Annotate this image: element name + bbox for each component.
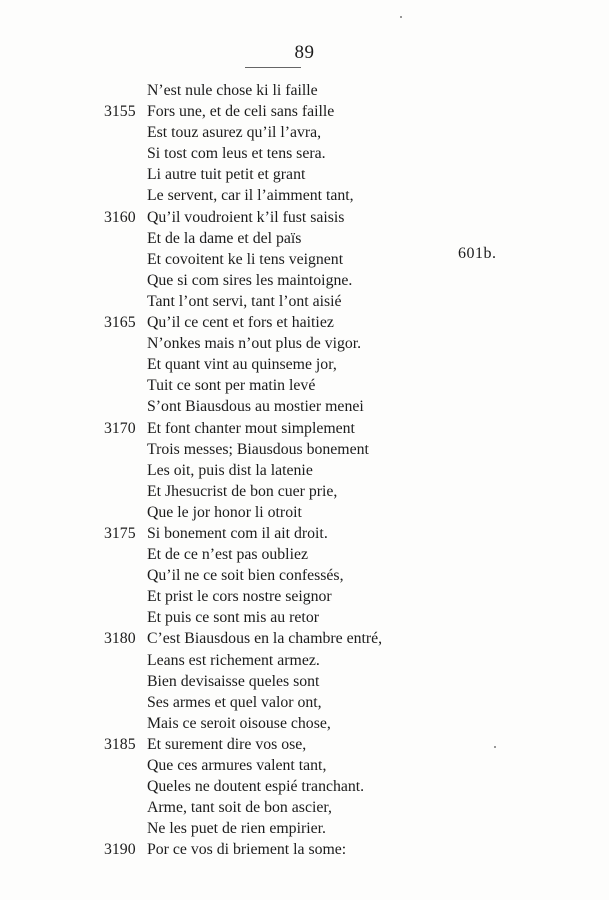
verse-line xyxy=(0,375,609,396)
verse-text: Et de ce n’est pas oubliez xyxy=(147,546,308,564)
verse-line xyxy=(0,143,609,164)
verse-text: S’ont Biausdous au mostier menei xyxy=(147,398,364,416)
verse-line xyxy=(0,354,609,375)
verse-line xyxy=(0,207,609,228)
verse-line xyxy=(0,692,609,713)
verse-line xyxy=(0,839,609,860)
verse-line xyxy=(0,607,609,628)
verse-text: Fors une, et de celi sans faille xyxy=(147,103,335,121)
verse-line xyxy=(0,797,609,818)
verse-line xyxy=(0,80,609,101)
verse-list xyxy=(0,80,609,860)
verse-line xyxy=(0,418,609,439)
page-number: 89 xyxy=(294,42,315,63)
verse-line xyxy=(0,291,609,312)
margin-folio-note: 601b. xyxy=(458,245,497,262)
verse-text: Ne les puet de rien empirier. xyxy=(147,820,326,838)
verse-line xyxy=(0,734,609,755)
line-number: 3155 xyxy=(104,103,136,121)
verse-line xyxy=(0,122,609,143)
verse-line xyxy=(0,312,609,333)
verse-text: Et prist le cors nostre seignor xyxy=(147,588,332,606)
verse-text: Et surement dire vos ose, xyxy=(147,735,307,753)
verse-line xyxy=(0,628,609,649)
verse-text: Est touz asurez qu’il l’avra, xyxy=(147,124,322,142)
verse-line xyxy=(0,650,609,671)
verse-line xyxy=(0,481,609,502)
verse-text: Que si com sires les maintoigne. xyxy=(147,271,353,289)
verse-text: Le servent, car il l’aimment tant, xyxy=(147,187,354,205)
line-number: 3180 xyxy=(104,630,136,648)
verse-text: Que le jor honor li otroit xyxy=(147,503,302,521)
verse-line xyxy=(0,460,609,481)
verse-line xyxy=(0,185,609,206)
verse-text: Et quant vint au quinseme jor, xyxy=(147,356,337,374)
verse-text: C’est Biausdous en la chambre entré, xyxy=(147,630,383,648)
line-number: 3170 xyxy=(104,419,136,437)
verse-text: Qu’il voudroient k’il fust saisis xyxy=(147,208,345,226)
verse-text: Arme, tant soit de bon ascier, xyxy=(147,799,332,817)
line-number: 3175 xyxy=(104,524,136,542)
verse-text: Trois messes; Biausdous bonement xyxy=(147,440,369,458)
verse-line xyxy=(0,544,609,565)
verse-line xyxy=(0,776,609,797)
verse-text: Et puis ce sont mis au retor xyxy=(147,609,319,627)
verse-line xyxy=(0,586,609,607)
verse-text: Tant l’ont servi, tant l’ont aisié xyxy=(147,292,342,310)
verse-line xyxy=(0,439,609,460)
verse-text: Que ces armures valent tant, xyxy=(147,757,327,774)
verse-line xyxy=(0,396,609,417)
page-number-rule xyxy=(245,67,301,68)
verse-line xyxy=(0,228,609,249)
verse-text: Qu’il ne ce soit bien confessés, xyxy=(147,567,344,585)
verse-text: Les oit, puis dist la latenie xyxy=(147,461,313,479)
verse-text: Si tost com leus et tens sera. xyxy=(147,145,326,163)
verse-text: Mais ce seroit oisouse chose, xyxy=(147,714,331,732)
verse-line xyxy=(0,755,609,776)
verse-line xyxy=(0,101,609,122)
verse-text: Leans est richement armez. xyxy=(147,651,320,669)
verse-text: Li autre tuit petit et grant xyxy=(147,166,306,184)
verse-line xyxy=(0,164,609,185)
verse-text: Ses armes et quel valor ont, xyxy=(147,693,322,711)
verse-line xyxy=(0,565,609,586)
verse-text: Tuit ce sont per matin levé xyxy=(147,377,316,395)
scan-speck xyxy=(400,16,402,18)
verse-text: Queles ne doutent espié tranchant. xyxy=(147,778,365,796)
verse-text: Et Jhesucrist de bon cuer prie, xyxy=(147,482,338,500)
line-number: 3185 xyxy=(104,735,136,753)
line-number: 3160 xyxy=(104,208,136,226)
verse-line xyxy=(0,502,609,523)
verse-text: N’est nule chose ki li faille xyxy=(147,82,318,99)
verse-line xyxy=(0,523,609,544)
line-number: 3165 xyxy=(104,314,136,332)
verse-text: Et de la dame et del païs xyxy=(147,229,302,247)
verse-text: Si bonement com il ait droit. xyxy=(147,524,328,542)
verse-line xyxy=(0,270,609,291)
scan-speck xyxy=(494,746,496,748)
verse-line xyxy=(0,333,609,354)
verse-text: Et covoitent ke li tens veignent xyxy=(147,250,344,268)
verse-text: N’onkes mais n’out plus de vigor. xyxy=(147,335,362,353)
verse-text: Bien devisaisse queles sont xyxy=(147,672,320,690)
verse-text: Por ce vos di briement la some: xyxy=(147,841,347,859)
verse-line xyxy=(0,249,609,270)
verse-text: Qu’il ce cent et fors et haitiez xyxy=(147,314,334,332)
verse-line xyxy=(0,671,609,692)
verse-line xyxy=(0,713,609,734)
line-number: 3190 xyxy=(104,841,136,859)
verse-text: Et font chanter mout simplement xyxy=(147,419,355,437)
verse-line xyxy=(0,818,609,839)
